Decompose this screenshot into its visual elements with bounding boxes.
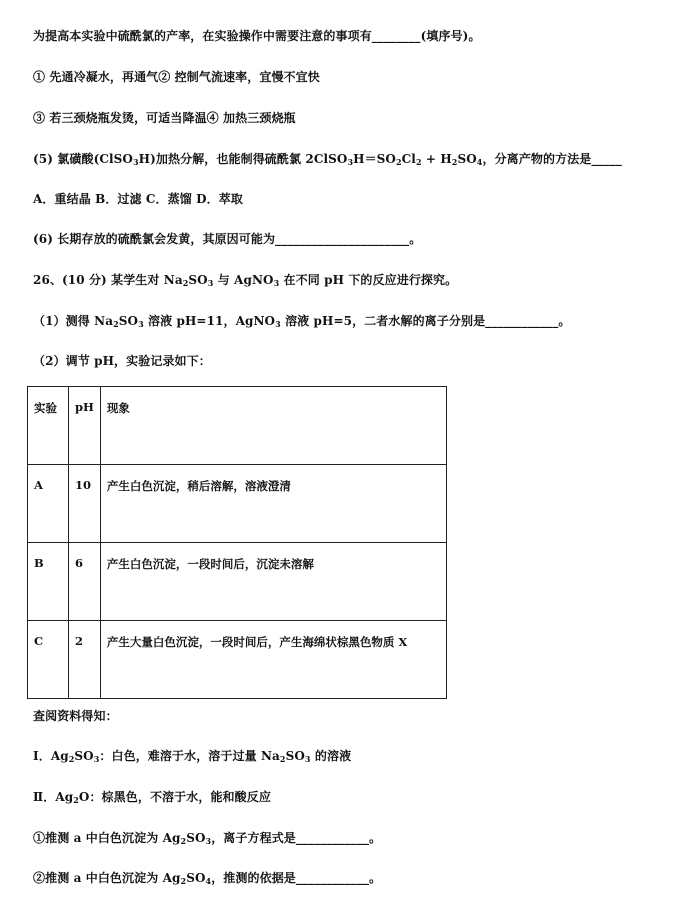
table-row bbox=[28, 543, 447, 621]
reference-item-1: Ⅰ．$Ag_2SO_3$：白色，难溶于水，溶于过量 $Na_2SO_3$ 的溶液 bbox=[33, 749, 352, 764]
table-cell: B bbox=[28, 543, 69, 621]
table-cell: 产生白色沉淀，一段时间后，沉淀未溶解 bbox=[100, 543, 446, 621]
question-fill-line: 为提高本实验中硫酰氯的产率，在实验操作中需要注意的事项有________(填序号)。 bbox=[33, 29, 481, 43]
question-26-part-1: （1）测得 $Na_2SO_3$ 溶液 pH=11，AgNO$_3$ 溶液 pH=5，二者水解的离子分别是____________。 bbox=[33, 314, 571, 329]
table-header-cell: pH bbox=[69, 387, 101, 465]
reference-item-2: Ⅱ．$Ag_2O$：棕黑色，不溶于水，能和酸反应 bbox=[33, 790, 271, 805]
table-cell: 产生大量白色沉淀，一段时间后，产生海绵状棕黑色物质 X bbox=[100, 621, 446, 699]
reference-heading: 查阅资料得知： bbox=[33, 709, 118, 723]
table-cell: 10 bbox=[69, 465, 101, 543]
question-5-options: A．重结晶 B．过滤 C．蒸馏 D．萃取 bbox=[33, 192, 243, 206]
table-cell: 2 bbox=[69, 621, 101, 699]
inference-1: ①推测 a 中白色沉淀为 $Ag_2SO_3$，离子方程式是____________。 bbox=[33, 831, 382, 846]
experiment-table bbox=[27, 386, 447, 699]
table-row bbox=[28, 621, 447, 699]
table-cell: C bbox=[28, 621, 69, 699]
question-26-part-2: （2）调节 pH，实验记录如下： bbox=[33, 354, 211, 368]
table-cell: 产生白色沉淀，稍后溶解，溶液澄清 bbox=[100, 465, 446, 543]
option-line-1: ① 先通冷凝水，再通气② 控制气流速率，宜慢不宜快 bbox=[33, 70, 320, 84]
inference-2: ②推测 a 中白色沉淀为 $Ag_2SO_4$，推测的依据是____________。 bbox=[33, 871, 382, 886]
table-row bbox=[28, 465, 447, 543]
question-26-title: 26、(10 分) 某学生对 $Na_2SO_3$ 与 AgNO$_3$ 在不同 pH 下的反应进行探究。 bbox=[33, 273, 458, 288]
table-header-row bbox=[28, 387, 447, 465]
option-line-2: ③ 若三颈烧瓶发烫，可适当降温④ 加热三颈烧瓶 bbox=[33, 111, 296, 125]
question-6: (6) 长期存放的硫酰氯会发黄，其原因可能为______________________。 bbox=[33, 232, 422, 246]
question-5: (5) 氯磺酸(ClSO$_3$H)加热分解，也能制得硫酰氯 $2ClSO_3H=SO_2Cl_2 + H_2SO_4$，分离产物的方法是_____ bbox=[33, 152, 622, 167]
table-header-cell: 现象 bbox=[100, 387, 446, 465]
table-cell: A bbox=[28, 465, 69, 543]
table-header-cell: 实验 bbox=[28, 387, 69, 465]
table-cell: 6 bbox=[69, 543, 101, 621]
